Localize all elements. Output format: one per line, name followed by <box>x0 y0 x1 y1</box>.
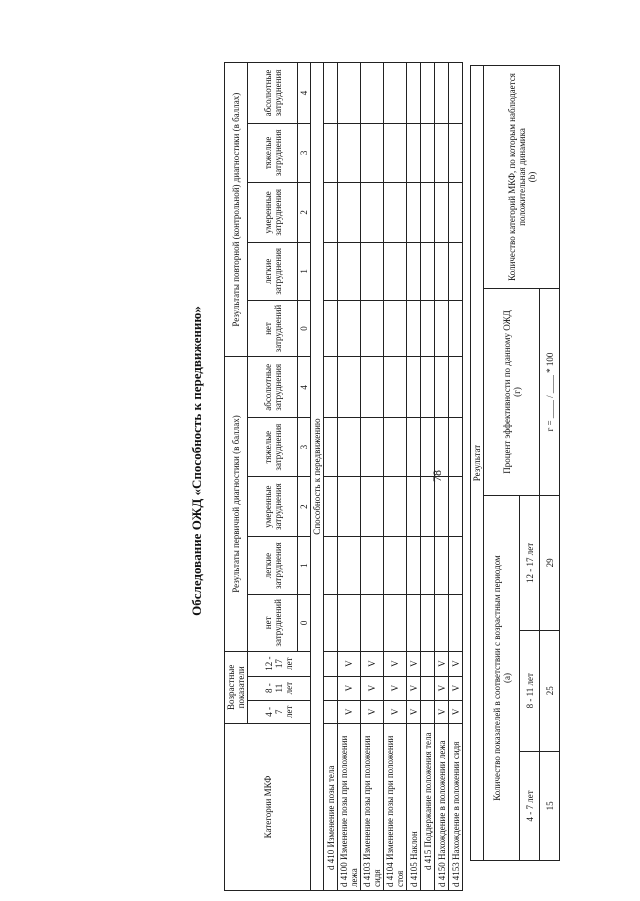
score-cell <box>449 357 463 418</box>
score-cell <box>449 300 463 357</box>
age-mark-cell <box>324 676 338 700</box>
score-cell <box>361 418 384 477</box>
score-cell <box>361 300 384 357</box>
age-mark-cell <box>421 676 435 700</box>
score-cell <box>361 63 384 124</box>
score-cell <box>435 300 449 357</box>
age-mark-cell <box>421 651 435 676</box>
primary-score-3: 3 <box>298 418 311 477</box>
score-cell <box>449 537 463 595</box>
age-mark-cell: V <box>338 651 361 676</box>
score-cell <box>421 477 435 537</box>
repeat-level-0: нет затруднений <box>248 300 298 357</box>
primary-score-0: 0 <box>298 594 311 651</box>
page-number: 78 <box>430 470 444 482</box>
table-row <box>449 63 463 891</box>
age-mark-cell: V <box>361 700 384 723</box>
primary-score-4: 4 <box>298 357 311 418</box>
age-mark-cell: V <box>338 676 361 700</box>
score-cell <box>324 418 338 477</box>
table-row <box>338 63 361 891</box>
age-indicators-header: Возрастные показатели <box>225 651 248 723</box>
score-cell <box>407 123 421 182</box>
section-title: Обследование ОЖД «Способность к передвижению» <box>189 306 204 616</box>
score-cell <box>338 537 361 595</box>
row-label: d 4150 Нахождение в положении лежа <box>435 724 449 891</box>
score-cell <box>324 182 338 242</box>
score-cell <box>435 594 449 651</box>
age-label-2: 8 - 11 лет <box>248 676 311 700</box>
table-row <box>435 63 449 891</box>
repeat-score-2: 2 <box>298 182 311 242</box>
age-mark-cell: V <box>435 676 449 700</box>
score-cell <box>421 63 435 124</box>
score-cell <box>421 182 435 242</box>
score-cell <box>384 418 407 477</box>
row-label: d 415 Поддержание положения тела <box>421 724 435 891</box>
score-cell <box>435 537 449 595</box>
score-cell <box>361 182 384 242</box>
row-label: d 4103 Изменение позы при положении сидя <box>361 724 384 891</box>
score-cell <box>338 242 361 300</box>
score-cell <box>421 418 435 477</box>
score-cell <box>324 477 338 537</box>
section-row: Способность к передвижению <box>311 63 324 891</box>
score-cell <box>338 300 361 357</box>
score-cell <box>384 594 407 651</box>
score-cell <box>338 182 361 242</box>
score-cell <box>338 357 361 418</box>
age-mark-cell: V <box>384 676 407 700</box>
score-cell <box>361 537 384 595</box>
age-value-1: 15 <box>540 751 560 860</box>
score-cell <box>384 63 407 124</box>
score-cell <box>421 537 435 595</box>
efficiency-header: Процент эффективности по данному ОЖД (г) <box>484 289 540 496</box>
age-mark-cell: V <box>449 676 463 700</box>
score-cell <box>338 594 361 651</box>
score-cell <box>324 300 338 357</box>
repeat-level-2: умеренные затруднения <box>248 182 298 242</box>
primary-level-3: тяжелые затруднения <box>248 418 298 477</box>
primary-level-1: легкие затруднения <box>248 537 298 595</box>
primary-diagnostics-header: Результаты первичной диагностики (в баллах) <box>225 357 248 651</box>
age-value-3: 29 <box>540 496 560 631</box>
primary-level-0: нет затруднений <box>248 594 298 651</box>
score-cell <box>324 63 338 124</box>
age-mark-cell <box>324 651 338 676</box>
score-cell <box>384 537 407 595</box>
repeat-level-4: абсолютные затруднения <box>248 63 298 124</box>
count-indicators-header: Количество показателей в соответствии с возрастным периодом (a) <box>484 496 520 861</box>
score-cell <box>435 242 449 300</box>
repeat-level-1: легкие затруднения <box>248 242 298 300</box>
repeat-score-3: 3 <box>298 123 311 182</box>
age-mark-cell <box>421 700 435 723</box>
score-cell <box>338 63 361 124</box>
score-cell <box>421 242 435 300</box>
table-row <box>407 63 421 891</box>
age-mark-cell: V <box>384 700 407 723</box>
score-cell <box>449 63 463 124</box>
score-cell <box>449 182 463 242</box>
category-header: Категории МКФ <box>225 724 311 891</box>
primary-level-4: абсолютные затруднения <box>248 357 298 418</box>
score-cell <box>324 594 338 651</box>
age-header-1: 4 - 7 лет <box>520 751 540 860</box>
age-mark-cell: V <box>384 651 407 676</box>
score-cell <box>324 537 338 595</box>
primary-level-2: умеренные затруднения <box>248 477 298 537</box>
result-header: Результат <box>471 66 484 861</box>
score-cell <box>384 182 407 242</box>
score-cell <box>421 594 435 651</box>
score-cell <box>435 123 449 182</box>
efficiency-formula: г = ____ / ____ * 100 <box>540 289 560 496</box>
repeat-score-1: 1 <box>298 242 311 300</box>
repeat-score-4: 4 <box>298 63 311 124</box>
score-cell <box>435 357 449 418</box>
result-table <box>470 65 560 861</box>
score-cell <box>338 418 361 477</box>
score-cell <box>435 477 449 537</box>
row-label: d 4104 Изменение позы при положении стоя <box>384 724 407 891</box>
positive-dynamics-header: Количество категорий МКФ, по которым наблюдается положительная динамика (b) <box>484 66 560 289</box>
age-mark-cell: V <box>449 651 463 676</box>
score-cell <box>449 477 463 537</box>
age-mark-cell: V <box>435 700 449 723</box>
age-mark-cell: V <box>449 700 463 723</box>
row-label: d 410 Изменение позы тела <box>324 724 338 891</box>
table-body <box>324 63 463 891</box>
score-cell <box>421 123 435 182</box>
score-cell <box>449 123 463 182</box>
age-value-2: 25 <box>540 630 560 751</box>
age-header-2: 8 - 11 лет <box>520 630 540 751</box>
score-cell <box>384 357 407 418</box>
score-cell <box>407 63 421 124</box>
score-cell <box>324 357 338 418</box>
primary-score-2: 2 <box>298 477 311 537</box>
score-cell <box>324 242 338 300</box>
table-row <box>361 63 384 891</box>
score-cell <box>324 123 338 182</box>
score-cell <box>407 594 421 651</box>
repeat-level-3: тяжелые затруднения <box>248 123 298 182</box>
age-mark-cell: V <box>407 700 421 723</box>
score-cell <box>361 594 384 651</box>
score-cell <box>449 418 463 477</box>
age-mark-cell <box>324 700 338 723</box>
row-label: d 4105 Наклон <box>407 724 421 891</box>
age-mark-cell: V <box>435 651 449 676</box>
score-cell <box>407 418 421 477</box>
score-cell <box>361 357 384 418</box>
score-cell <box>421 357 435 418</box>
score-cell <box>384 477 407 537</box>
age-mark-cell: V <box>361 651 384 676</box>
score-cell <box>407 357 421 418</box>
score-cell <box>435 63 449 124</box>
score-cell <box>449 242 463 300</box>
score-cell <box>407 242 421 300</box>
score-cell <box>361 477 384 537</box>
score-cell <box>338 123 361 182</box>
repeat-diagnostics-header: Результаты повторной (контрольной) диагностики (в баллах) <box>225 63 248 357</box>
score-cell <box>384 242 407 300</box>
score-cell <box>407 300 421 357</box>
table-row <box>384 63 407 891</box>
row-label: d 4153 Нахождение в положении сидя <box>449 724 463 891</box>
age-mark-cell: V <box>407 676 421 700</box>
score-cell <box>435 418 449 477</box>
row-label: d 4100 Изменение позы при положении лежа <box>338 724 361 891</box>
score-cell <box>407 182 421 242</box>
age-mark-cell: V <box>338 700 361 723</box>
score-cell <box>449 594 463 651</box>
primary-score-1: 1 <box>298 537 311 595</box>
repeat-score-0: 0 <box>298 300 311 357</box>
score-cell <box>407 537 421 595</box>
score-cell <box>361 123 384 182</box>
table-row <box>421 63 435 891</box>
score-cell <box>384 123 407 182</box>
score-cell <box>421 300 435 357</box>
score-cell <box>361 242 384 300</box>
age-mark-cell: V <box>407 651 421 676</box>
score-cell <box>338 477 361 537</box>
assessment-table <box>224 62 463 891</box>
age-label-1: 4 - 7 лет <box>248 700 311 723</box>
score-cell <box>407 477 421 537</box>
age-label-3: 12 - 17 лет <box>248 651 311 676</box>
score-cell <box>384 300 407 357</box>
age-mark-cell: V <box>361 676 384 700</box>
table-row <box>324 63 338 891</box>
age-header-3: 12 - 17 лет <box>520 496 540 631</box>
score-cell <box>435 182 449 242</box>
